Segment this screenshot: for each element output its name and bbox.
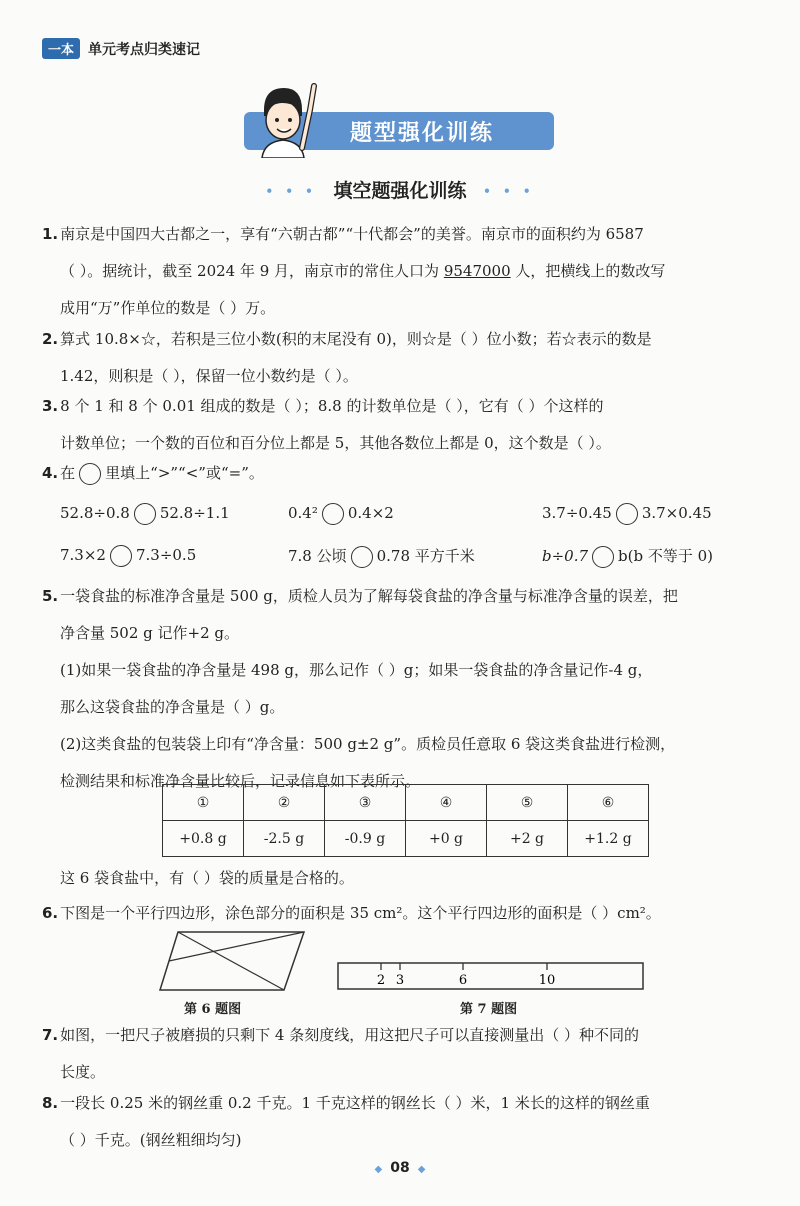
question-number: 5. xyxy=(42,587,59,605)
table-header-cell: ⑥ xyxy=(568,785,649,821)
section-title-text: 填空题强化训练 xyxy=(333,180,467,202)
compare-right: b(b 不等于 0) xyxy=(618,547,714,565)
compare-left: 7.3×2 xyxy=(60,546,106,564)
banner-title: 题型强化训练 xyxy=(349,120,494,146)
question-1 xyxy=(42,216,758,327)
answer-circle[interactable] xyxy=(322,503,344,525)
answer-circle[interactable] xyxy=(110,545,132,567)
footer-dot-right-icon: ◆ xyxy=(417,1164,426,1175)
compare-item-3 xyxy=(542,503,712,525)
question-2-line-2: 1.42，则积是（ ），保留一位小数约是（ ）。 xyxy=(60,367,358,385)
brand-badge: 一本 xyxy=(42,38,80,59)
question-3 xyxy=(42,388,758,462)
underlined-number: 9547000 xyxy=(443,262,511,280)
question-5-line-2: 净含量 502 g 记作+2 g。 xyxy=(60,624,240,642)
question-1-line-3: 成用“万”作单位的数是（ ）万。 xyxy=(60,299,276,317)
question-number: 2. xyxy=(42,330,59,348)
compare-left: b÷0.7 xyxy=(542,547,589,565)
answer-circle[interactable] xyxy=(134,503,156,525)
question-1-line-1: 南京是中国四大古都之一，享有“六朝古都”“十代都会”的美誉。南京市的面积约为 6587 xyxy=(60,225,644,243)
compare-item-5 xyxy=(288,545,475,568)
compare-left: 3.7÷0.45 xyxy=(542,504,612,522)
table-cell: -0.9 g xyxy=(325,821,406,857)
table-header-cell: ① xyxy=(163,785,244,821)
page-header xyxy=(42,38,200,59)
question-number: 4. xyxy=(42,464,59,482)
table-cell: +0.8 g xyxy=(163,821,244,857)
table-header-cell: ⑤ xyxy=(487,785,568,821)
table-cell: +2 g xyxy=(487,821,568,857)
decorative-dots-right: • • • xyxy=(483,184,535,199)
question-number: 1. xyxy=(42,225,59,243)
footer-dot-left-icon: ◆ xyxy=(374,1164,383,1175)
question-6 xyxy=(42,895,758,932)
question-5 xyxy=(42,578,758,800)
answer-circle xyxy=(79,463,101,485)
result-table xyxy=(162,784,649,857)
question-8-line-1: 一段长 0.25 米的钢丝重 0.2 千克。1 千克这样的钢丝长（ ）米，1 米长的这样的钢丝重 xyxy=(60,1094,650,1112)
compare-item-4 xyxy=(60,545,196,567)
question-number: 3. xyxy=(42,397,59,415)
pointing-boy-icon xyxy=(250,80,320,158)
page-number: 08 xyxy=(390,1160,410,1176)
compare-item-6 xyxy=(542,545,713,568)
question-8-line-2: （ ）千克。(钢丝粗细均匀) xyxy=(60,1131,242,1149)
table-row xyxy=(163,821,649,857)
compare-right: 0.4×2 xyxy=(347,504,394,522)
table-header-cell: ④ xyxy=(406,785,487,821)
question-2 xyxy=(42,321,758,395)
tick-label: 3 xyxy=(395,973,405,988)
question-5-part-2a: (2)这类食盐的包装袋上印有“净含量：500 g±2 g”。质检员任意取 6 袋这类食盐进行检测， xyxy=(60,735,676,753)
ruler-figure xyxy=(337,962,645,992)
table-header-cell: ③ xyxy=(325,785,406,821)
question-1-line-2a: （ ）。据统计，截至 2024 年 9 月，南京市的常住人口为 xyxy=(60,262,444,280)
answer-circle[interactable] xyxy=(351,546,373,568)
question-7-line-2: 长度。 xyxy=(60,1063,106,1081)
table-cell: +1.2 g xyxy=(568,821,649,857)
question-4-text-b: 里填上“>”“<”或“=”。 xyxy=(105,464,264,482)
question-8 xyxy=(42,1085,758,1159)
question-4-text-a: 在 xyxy=(60,464,76,482)
question-4 xyxy=(42,455,758,492)
question-6-text: 下图是一个平行四边形，涂色部分的面积是 35 cm²。这个平行四边形的面积是（ ）cm²。 xyxy=(60,904,661,922)
table-cell: -2.5 g xyxy=(244,821,325,857)
header-title: 单元考点归类速记 xyxy=(88,41,201,58)
answer-circle[interactable] xyxy=(592,546,614,568)
banner xyxy=(244,80,554,160)
compare-right: 7.3÷0.5 xyxy=(135,546,197,564)
compare-left: 0.4² xyxy=(288,504,318,522)
question-3-line-2: 计数单位；一个数的百位和百分位上都是 5，其他各数位上都是 0，这个数是（ ）。 xyxy=(60,434,611,452)
compare-left: 7.8 公顷 xyxy=(288,547,347,565)
compare-item-2 xyxy=(288,503,394,525)
question-3-line-1: 8 个 1 和 8 个 0.01 组成的数是（ ）；8.8 的计数单位是（ ），它有（ ）个这样的 xyxy=(60,397,604,415)
decorative-dots-left: • • • xyxy=(265,184,317,199)
tick-label: 2 xyxy=(376,973,386,988)
section-title xyxy=(0,176,800,203)
question-7-line-1: 如图，一把尺子被磨损的只剩下 4 条刻度线，用这把尺子可以直接测量出（ ）种不同的 xyxy=(60,1026,639,1044)
question-number: 8. xyxy=(42,1094,59,1112)
question-5-part-1b: 那么这袋食盐的净含量是（ ）g。 xyxy=(60,698,285,716)
question-5-line-1: 一袋食盐的标准净含量是 500 g，质检人员为了解每袋食盐的净含量与标准净含量的误差，把 xyxy=(60,587,678,605)
parallelogram-figure xyxy=(158,930,308,992)
figure-6-caption: 第 6 题图 xyxy=(184,1002,242,1017)
compare-right: 3.7×0.45 xyxy=(641,504,712,522)
table-header-cell: ② xyxy=(244,785,325,821)
inner-line xyxy=(169,932,304,961)
page-footer xyxy=(0,1160,800,1176)
question-number: 6. xyxy=(42,904,59,922)
answer-circle[interactable] xyxy=(616,503,638,525)
compare-item-1 xyxy=(60,503,230,525)
question-7 xyxy=(42,1017,758,1091)
compare-right: 52.8÷1.1 xyxy=(159,504,230,522)
tick-label: 10 xyxy=(538,973,556,988)
question-number: 7. xyxy=(42,1026,59,1044)
tick-label: 6 xyxy=(458,973,468,988)
compare-left: 52.8÷0.8 xyxy=(60,504,130,522)
diagonal-line xyxy=(178,932,284,990)
table-header-row xyxy=(163,785,649,821)
figure-7-caption: 第 7 题图 xyxy=(460,1002,518,1017)
question-5-after: 这 6 袋食盐中，有（ ）袋的质量是合格的。 xyxy=(60,869,354,887)
question-2-line-1: 算式 10.8×☆，若积是三位小数(积的末尾没有 0)，则☆是（ ）位小数；若☆表示的数是 xyxy=(60,330,652,348)
question-5-part-1a: (1)如果一袋食盐的净含量是 498 g，那么记作（ ）g；如果一袋食盐的净含量记作-4 g， xyxy=(60,661,653,679)
compare-right: 0.78 平方千米 xyxy=(376,547,475,565)
table-cell: +0 g xyxy=(406,821,487,857)
question-1-line-2b: 人，把横线上的数改写 xyxy=(510,262,666,280)
question-5-part-2b: 检测结果和标准净含量比较后，记录信息如下表所示。 xyxy=(60,772,421,790)
